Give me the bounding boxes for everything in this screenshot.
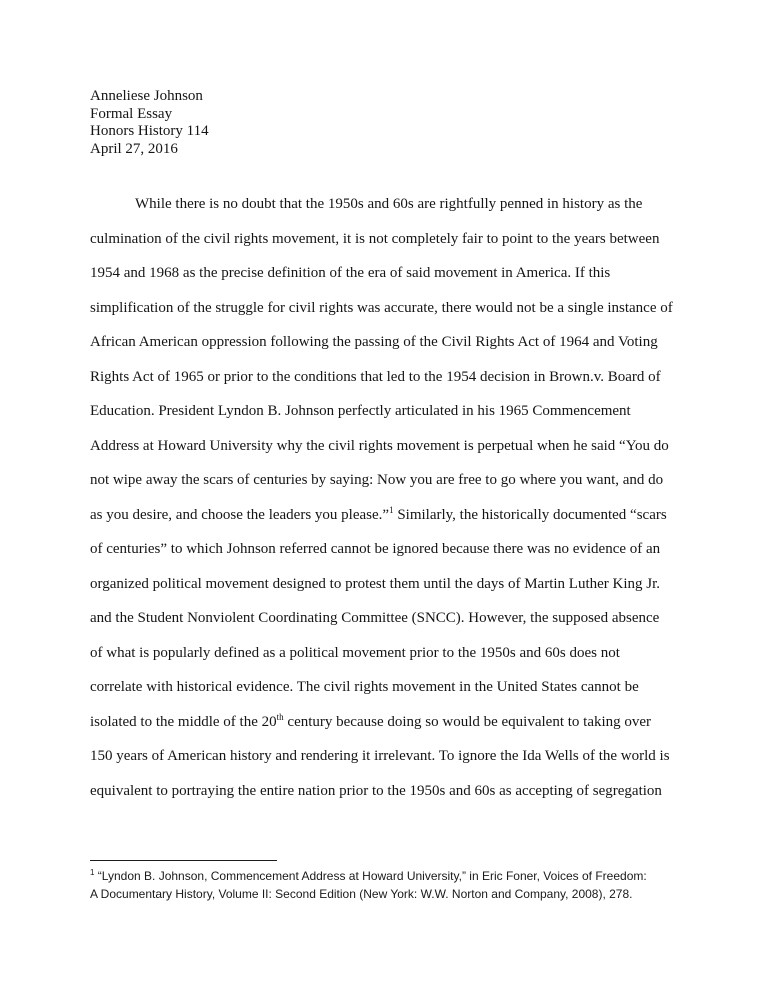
essay-body-line: culmination of the civil rights movement, it is not completely fair to point to the years between <box>90 230 660 247</box>
essay-body-line: of what is popularly defined as a political movement prior to the 1950s and 60s does not <box>90 644 620 661</box>
essay-body-line: isolated to the middle of the 20th century because doing so would be equivalent to taking over <box>90 711 652 730</box>
essay-body-line: 1954 and 1968 as the precise definition of the era of said movement in America. If this <box>90 265 611 281</box>
footnote-line: A Documentary History, Volume II: Second Edition (New York: W.W. Norton and Company, 2008), 278. <box>90 887 633 901</box>
essay-body-line: Address at Howard University why the civil rights movement is perpetual when he said “You do <box>90 437 669 454</box>
essay-body-paragraph <box>90 187 680 808</box>
author-name: Anneliese Johnson <box>90 88 203 104</box>
essay-body-line: Rights Act of 1965 or prior to the conditions that led to the 1954 decision in Brown.v. Board of <box>90 368 661 385</box>
essay-body-line: simplification of the struggle for civil rights was accurate, there would not be a single instance of <box>90 299 673 316</box>
essay-body-line: as you desire, and choose the leaders you please.”$^1$ Similarly, the historically documented “scars <box>90 504 667 523</box>
essay-body-line: 150 years of American history and rendering it irrelevant. To ignore the Ida Wells of the world is <box>90 748 670 764</box>
footnote-separator-rule <box>90 860 277 861</box>
superscript-reference: 1 <box>389 504 394 515</box>
essay-body-line: organized political movement designed to protest them until the days of Martin Luther King Jr. <box>90 575 661 592</box>
footnote-line: $^1$ “Lyndon B. Johnson, Commencement Address at Howard University,” in Eric Foner, Voices of Freedom: <box>90 868 647 883</box>
essay-body-line: While there is no doubt that the 1950s and 60s are rightfully penned in history as the <box>135 196 643 212</box>
essay-body-line: of centuries” to which Johnson referred cannot be ignored because there was no evidence of an <box>90 541 661 557</box>
essay-body-line: and the Student Nonviolent Coordinating Committee (SNCC). However, the supposed absence <box>90 610 660 626</box>
essay-body-line: equivalent to portraying the entire nation prior to the 1950s and 60s as accepting of segregation <box>90 782 662 799</box>
course-name: Honors History 114 <box>90 123 209 139</box>
assignment-type: Formal Essay <box>90 105 173 122</box>
essay-body-line: African American oppression following the passing of the Civil Rights Act of 1964 and Voting <box>90 334 658 350</box>
essay-body-line: not wipe away the scars of centuries by saying: Now you are free to go where you want, and do <box>90 472 664 488</box>
essay-date: April 27, 2016 <box>90 140 178 157</box>
superscript-reference: 1 <box>90 868 95 877</box>
footnote <box>90 867 690 903</box>
footnote-area <box>90 857 690 903</box>
superscript-reference: th <box>276 711 284 722</box>
essay-body-line: Education. President Lyndon B. Johnson perfectly articulated in his 1965 Commencement <box>90 403 631 419</box>
essay-header <box>90 88 209 158</box>
essay-body-line: correlate with historical evidence. The civil rights movement in the United States cannot be <box>90 679 639 695</box>
